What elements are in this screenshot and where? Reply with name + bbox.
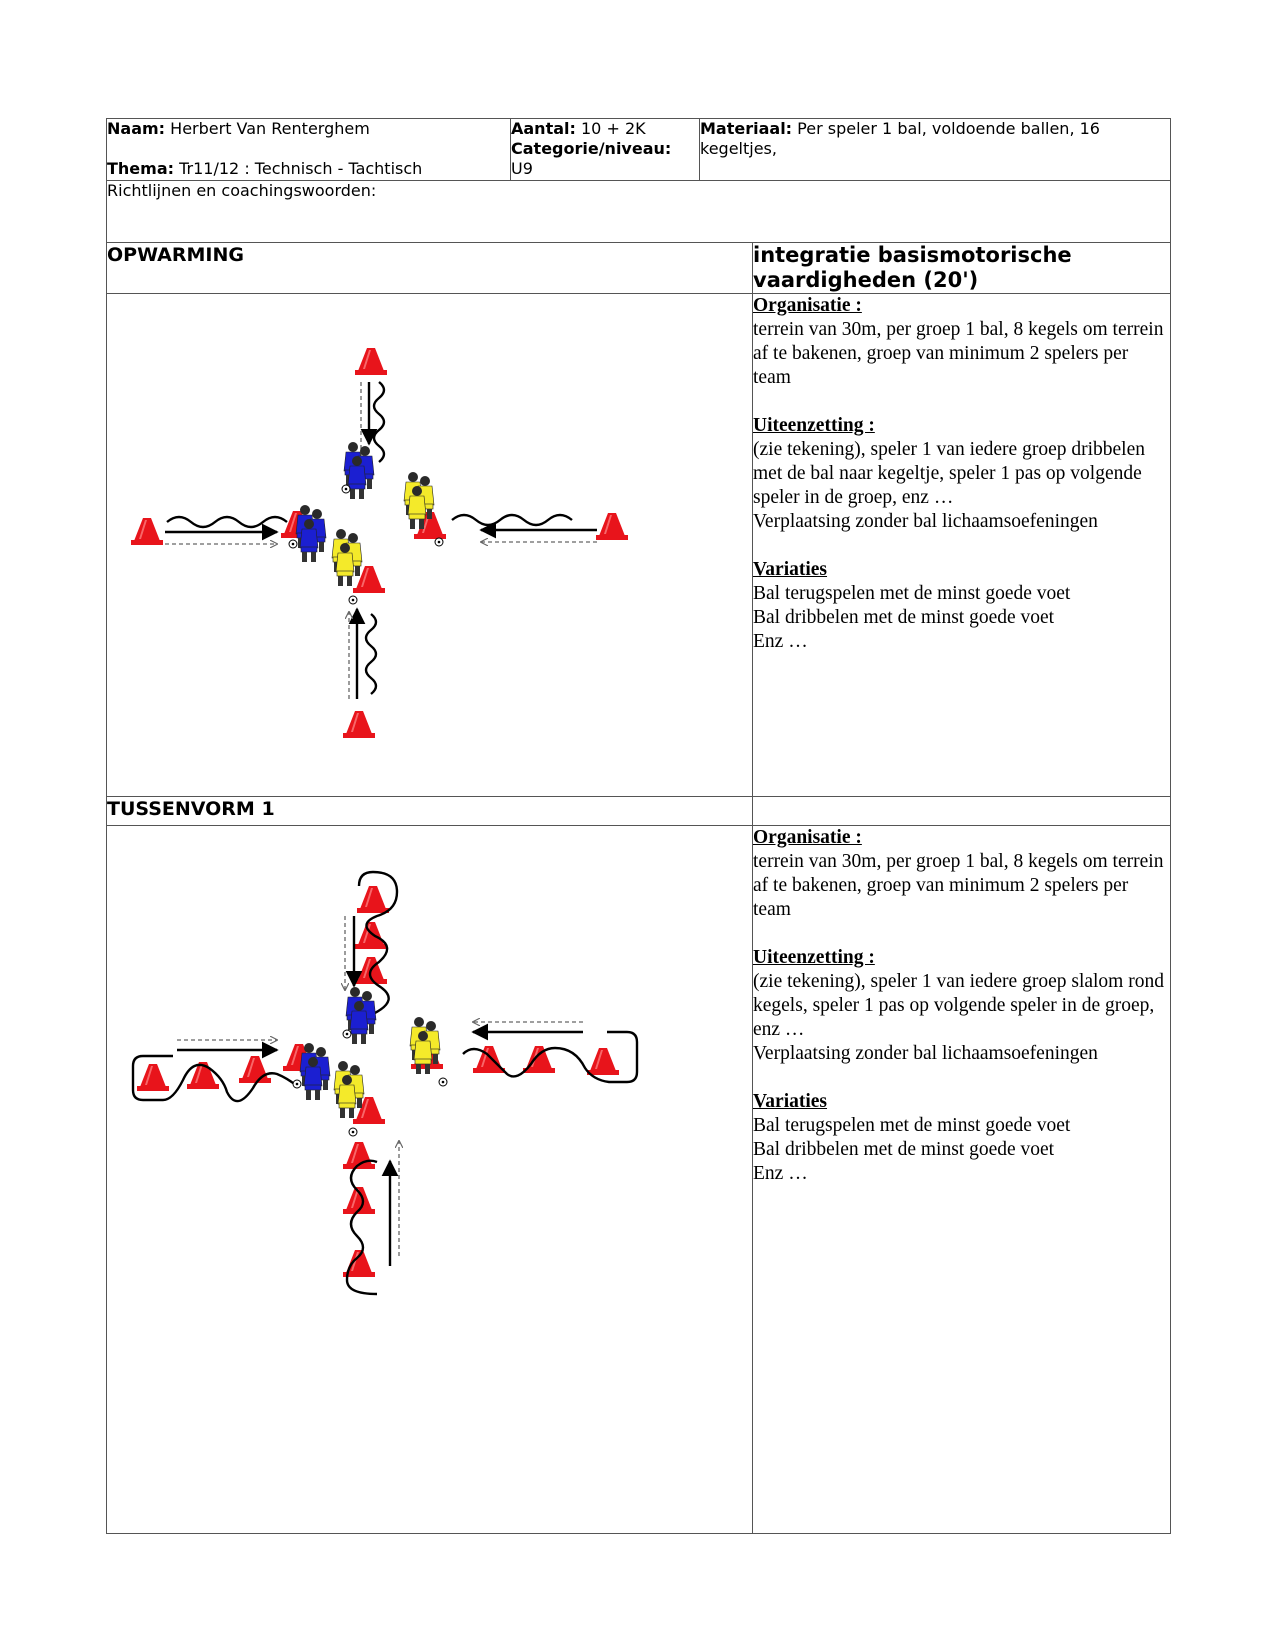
ball-icon — [289, 540, 297, 548]
organisatie-text: terrein van 30m, per groep 1 bal, 8 kegels om terrein af te bakenen, groep van minimum 2 spelers per team — [753, 851, 1164, 920]
slalom-drill-diagram — [107, 826, 699, 1531]
aantal-label: Aantal: — [511, 119, 576, 138]
uiteenzetting-line: (zie tekening), speler 1 van iedere groep dribbelen met de bal naar kegeltje, speler 1 pas op volgende speler in de groep, enz … — [753, 439, 1145, 508]
warmup-drill-diagram — [107, 294, 699, 794]
section-2-description — [753, 826, 1171, 1534]
ball-icon — [342, 485, 350, 493]
dribble-path-icon — [366, 614, 376, 694]
dribble-path-icon — [374, 382, 384, 462]
section-1-content-row — [107, 294, 1171, 797]
organisatie-text: terrein van 30m, per groep 1 bal, 8 kegels om terrein af te bakenen, groep van minimum 2 spelers per team — [753, 319, 1164, 388]
section-1-subtitle: integratie basismotorische vaardigheden (20') — [753, 243, 1171, 294]
cone-icon — [343, 711, 375, 738]
organisatie-label: Organisatie : — [753, 295, 862, 316]
section-2-subtitle — [753, 797, 1171, 826]
materiaal-cell — [700, 119, 1171, 181]
ball-icon — [343, 1030, 351, 1038]
variaties-line: Bal dribbelen met de minst goede voet — [753, 1139, 1055, 1160]
section-1-title-row — [107, 243, 1171, 294]
variaties-line: Enz … — [753, 631, 808, 652]
section-1-diagram-cell — [107, 294, 753, 797]
dribble-path-icon — [167, 517, 287, 527]
organisatie-label: Organisatie : — [753, 827, 862, 848]
thema-label: Thema: — [107, 159, 175, 178]
uiteenzetting-line: Verplaatsing zonder bal lichaamsoefeningen — [753, 1043, 1098, 1064]
dribble-path-icon — [452, 515, 572, 525]
variaties-line: Bal terugspelen met de minst goede voet — [753, 1115, 1071, 1136]
ball-icon — [349, 1128, 357, 1136]
cone-icon — [596, 513, 628, 540]
ball-icon — [349, 596, 357, 604]
variaties-line: Bal terugspelen met de minst goede voet — [753, 583, 1071, 604]
richtlijnen-row — [107, 181, 1171, 243]
uiteenzetting-line: (zie tekening), speler 1 van iedere groep slalom rond kegels, speler 1 pas op volgende speler in de groep, enz … — [753, 971, 1164, 1040]
header-row — [107, 119, 1171, 181]
section-2-title-row — [107, 797, 1171, 826]
naam-label: Naam: — [107, 119, 166, 138]
cone-icon — [355, 348, 387, 375]
cone-icon — [355, 922, 387, 949]
naam-thema-cell — [107, 119, 511, 181]
section-1-title: OPWARMING — [107, 243, 753, 294]
cone-icon — [239, 1056, 271, 1083]
cone-icon — [131, 518, 163, 545]
uiteenzetting-label: Uiteenzetting : — [753, 415, 875, 436]
variaties-line: Bal dribbelen met de minst goede voet — [753, 607, 1055, 628]
uiteenzetting-line: Verplaatsing zonder bal lichaamsoefeningen — [753, 511, 1098, 532]
categorie-label: Categorie/niveau: — [511, 139, 672, 158]
aantal-categorie-cell — [511, 119, 700, 181]
ball-icon — [293, 1080, 301, 1088]
section-2-diagram-cell — [107, 826, 753, 1534]
categorie-value: U9 — [511, 159, 533, 178]
thema-value: Tr11/12 : Technisch - Tachtisch — [179, 159, 423, 178]
ball-icon — [439, 1078, 447, 1086]
uiteenzetting-label: Uiteenzetting : — [753, 947, 875, 968]
materiaal-value: Per speler 1 bal, voldoende ballen, 16 kegeltjes, — [700, 119, 1100, 158]
variaties-line: Enz … — [753, 1163, 808, 1184]
cone-icon — [357, 886, 389, 913]
aantal-value: 10 + 2K — [581, 119, 646, 138]
cone-icon — [137, 1064, 169, 1091]
section-1-description — [753, 294, 1171, 797]
richtlijnen-label: Richtlijnen en coachingswoorden: — [107, 181, 377, 200]
materiaal-label: Materiaal: — [700, 119, 793, 138]
variaties-label: Variaties — [753, 559, 828, 580]
ball-icon — [435, 538, 443, 546]
section-2-content-row — [107, 826, 1171, 1534]
richtlijnen-cell — [107, 181, 1171, 243]
session-sheet — [106, 118, 1171, 1534]
naam-value: Herbert Van Renterghem — [170, 119, 370, 138]
cone-icon — [587, 1048, 619, 1075]
variaties-label: Variaties — [753, 1091, 828, 1112]
section-2-title: TUSSENVORM 1 — [107, 797, 753, 826]
